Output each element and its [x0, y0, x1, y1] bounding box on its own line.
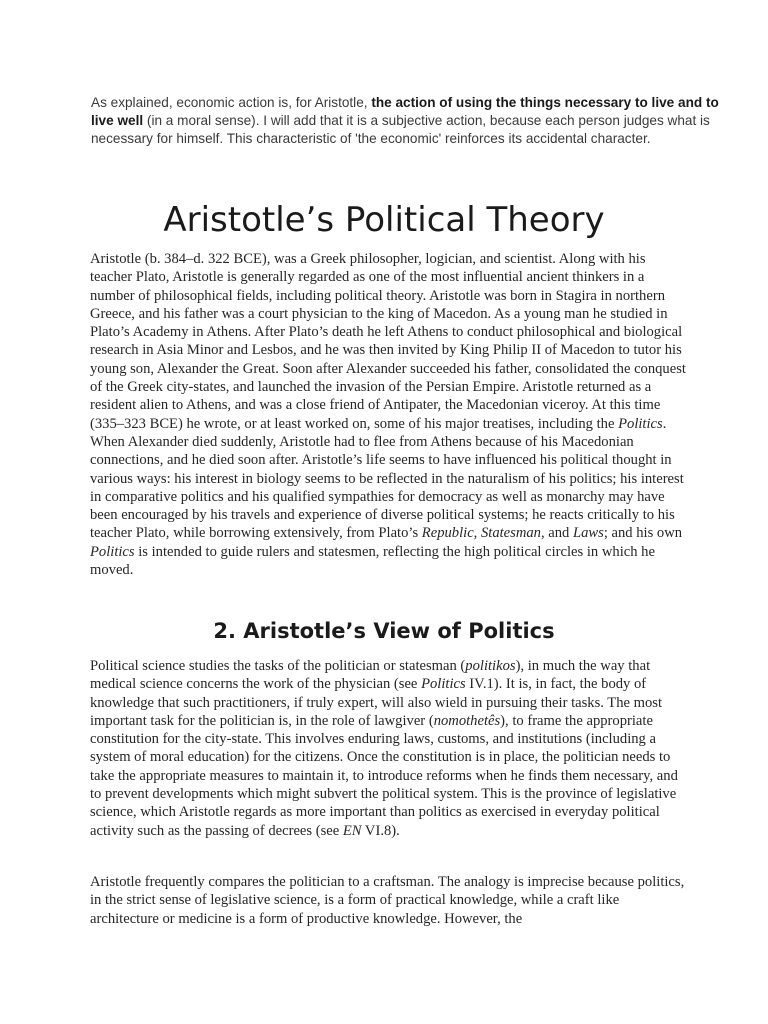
intro-text: As explained, economic action is, for Aristotle, — [91, 95, 372, 110]
text-run: ; and his own — [603, 525, 683, 542]
section-heading: 2. Aristotle’s View of Politics — [213, 619, 555, 643]
text-run: is intended to guide rulers and statesmen, reflecting the high political circles in which he moved. — [90, 543, 655, 579]
text-run: , and — [540, 525, 573, 542]
italic-politics: Politics — [90, 543, 135, 560]
paragraph-craftsman: Aristotle frequently compares the politician to a craftsman. The analogy is imprecise because politics, in the strict sense of legislative science, is a form of practical knowledge, while a craft like architecture or medicine is a form of productive knowledge. However, the — [90, 874, 685, 927]
paragraph-biography — [90, 250, 690, 579]
italic-nomothetes: nomothetês — [433, 712, 501, 729]
text-run: Political science studies the tasks of the politician or statesman ( — [90, 658, 466, 674]
page-title: Aristotle’s Political Theory — [163, 200, 605, 240]
intro-paragraph — [91, 94, 721, 148]
italic-statesman: Statesman — [480, 525, 541, 542]
italic-politics: Politics — [618, 415, 663, 432]
italic-en: EN — [342, 822, 362, 839]
text-run: Aristotle (b. 384–d. 322 BCE), was a Greek philosopher, logician, and scientist. Along with his teacher Plato, Aristotle is generally regarded as one of the most influential ancient thinkers in a number of philosophical fields, including political theory. Aristotle was born in Stagira in northern Greece, and his father was a court physician to the king of Macedon. As a young man he studied in Plato’s Academy in Athens. After Plato’s death he left Athens to conduct philosophical and biological research in Asia Minor and Lesbos, and he was then invited by King Philip II of Macedon to tutor his young son, Alexander the Great. Soon after Alexander succeeded his father, consolidated the conquest of the Greek city-states, and launched the invasion of the Persian Empire. Aristotle returned as a resident alien to Athens, and was a close friend of Antipater, the Macedonian viceroy. At this time (335–323 BCE) he wrote, or at least worked on, some of his major treatises, including the — [90, 251, 686, 432]
intro-text-end: (in a moral sense). I will add that it is a subjective action, because each person judges what is necessary for himself. This characteristic of 'the economic' reinforces its accidental character. — [91, 113, 710, 146]
text-run: VI.8). — [361, 822, 400, 839]
text-run: . When Alexander died suddenly, Aristotle had to flee from Athens because of his Macedonian connections, and he died soon after. Aristotle’s life seems to have influenced his political thought in various ways: his interest in biology seems to be reflected in the naturalism of his politics; his interest in comparative politics and his qualified sympathies for democracy as well as monarchy may have been encouraged by his travels and experience of diverse political systems; he reacts critically to his teacher Plato, while borrowing extensively, from Plato’s — [90, 415, 684, 542]
italic-laws: Laws — [573, 525, 604, 542]
text-run: , — [473, 525, 481, 542]
text-run: ), in much the way that medical science concerns the work of the physician (see — [90, 658, 651, 693]
text-run: IV.1). It is, in fact, the body of knowledge that such practitioners, if truly expert, will also wield in pursuing their tasks. The most important task for the politician is, in the role of lawgiver ( — [90, 676, 663, 729]
intro-bold-text: the action of using the things necessary to live and to live well — [91, 95, 719, 128]
italic-politics: Politics — [421, 676, 466, 693]
italic-republic: Republic — [421, 525, 474, 542]
text-run: ), to frame the appropriate constitution for the city-state. This involves enduring laws, customs, and institutions (including a system of moral education) for the citizens. Once the constitution is in place, the politician needs to take the appropriate measures to maintain it, to introduce reforms when he finds them necessary, and to prevent developments which might subvert the political system. This is the province of legislative science, which Aristotle regards as more important than politics as exercised in everyday political activity such as the passing of decrees (see — [90, 712, 678, 839]
italic-politikos: politikos — [465, 658, 516, 674]
paragraph-political-science — [90, 657, 690, 840]
